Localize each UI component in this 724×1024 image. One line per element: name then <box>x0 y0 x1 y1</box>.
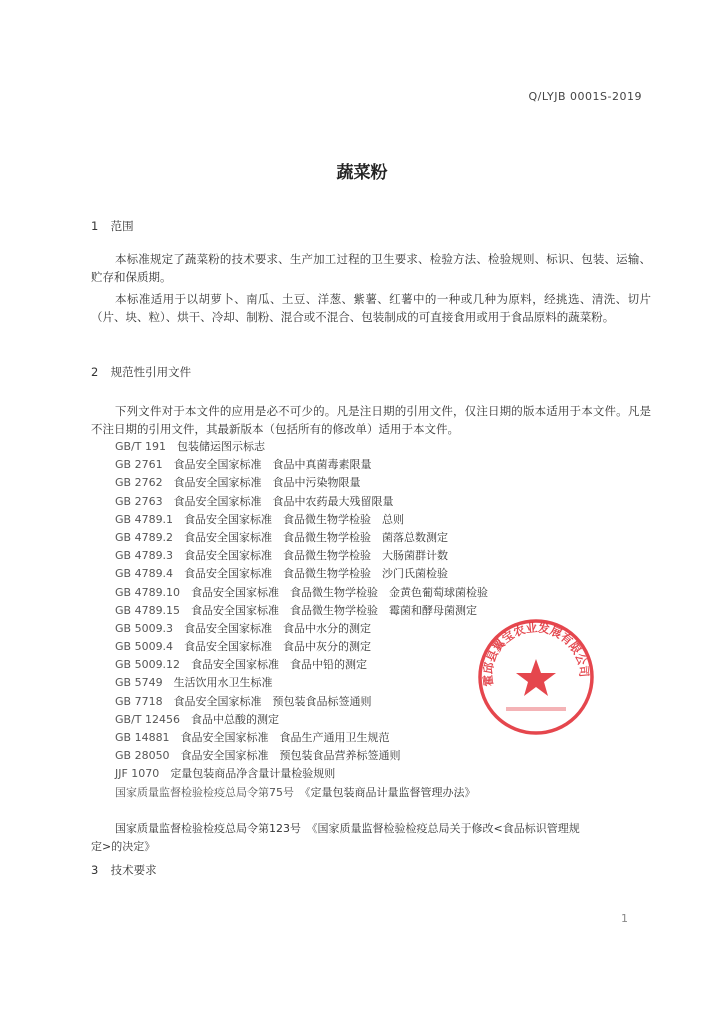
reference-item: GB 2762 食品安全国家标准 食品中污染物限量 <box>115 476 361 490</box>
section-number: 3 <box>91 863 99 877</box>
reference-line: 定>的决定》 <box>91 840 156 853</box>
section-title: 范围 <box>110 219 134 233</box>
reference-item: GB 5009.12 食品安全国家标准 食品中铅的测定 <box>115 658 368 672</box>
reference-item: GB 4789.3 食品安全国家标准 食品微生物学检验 大肠菌群计数 <box>115 549 449 563</box>
scope-paragraph-1: 本标准规定了蔬菜粉的技术要求、生产加工过程的卫生要求、检验方法、检验规则、标识、包装、运输、贮存和保质期。 <box>91 252 651 284</box>
page-number: 1 <box>621 912 628 925</box>
normative-intro: 下列文件对于本文件的应用是必不可少的。凡是注日期的引用文件，仅注日期的版本适用于本文件。凡是不注日期的引用文件，其最新版本（包括所有的修改单）适用于本文件。 <box>91 404 651 436</box>
section-heading-scope <box>91 218 134 234</box>
reference-item: GB/T 191 包装储运图示标志 <box>115 440 265 453</box>
document-title: 蔬菜粉 <box>336 163 388 183</box>
reference-item: GB 5009.3 食品安全国家标准 食品中水分的测定 <box>115 621 372 635</box>
reference-item: GB 2761 食品安全国家标准 食品中真菌毒素限量 <box>115 458 372 472</box>
reference-item: GB 4789.15 食品安全国家标准 食品微生物学检验 霉菌和酵母菌测定 <box>115 603 478 617</box>
reference-item: GB/T 12456 食品中总酸的测定 <box>115 712 279 726</box>
section-title: 规范性引用文件 <box>110 365 192 379</box>
reference-item: GB 14881 食品安全国家标准 食品生产通用卫生规范 <box>115 731 390 744</box>
seal-star-icon <box>516 659 556 696</box>
document-code: Q/LYJB 0001S-2019 <box>528 90 642 103</box>
reference-item: 国家质量监督检验检疫总局令第75号 《定量包装商品计量监督管理办法》 <box>115 785 476 799</box>
section-title: 技术要求 <box>110 863 157 877</box>
section-heading-normative <box>91 364 191 380</box>
company-seal-stamp <box>476 617 596 737</box>
reference-item: GB 2763 食品安全国家标准 食品中农药最大残留限量 <box>115 494 394 508</box>
section-number: 1 <box>91 219 99 233</box>
reference-item: GB 4789.1 食品安全国家标准 食品微生物学检验 总则 <box>115 512 405 526</box>
reference-item: GB 7718 食品安全国家标准 预包装食品标签通则 <box>115 694 372 708</box>
reference-item: GB 5749 生活饮用水卫生标准 <box>115 676 273 690</box>
reference-item: GB 4789.2 食品安全国家标准 食品微生物学检验 菌落总数测定 <box>115 530 449 544</box>
reference-item: GB 5009.4 食品安全国家标准 食品中灰分的测定 <box>115 640 372 654</box>
seal-text: 霍邱县翼宝农业发展有限公司 <box>480 620 592 687</box>
reference-item: GB 28050 食品安全国家标准 预包装食品营养标签通则 <box>115 749 401 763</box>
reference-item: JJF 1070 定量包装商品净含量计量检验规则 <box>115 767 336 781</box>
reference-item: GB 4789.10 食品安全国家标准 食品微生物学检验 金黄色葡萄球菌检验 <box>115 585 489 599</box>
section-heading-technical <box>91 862 157 878</box>
section-number: 2 <box>91 365 99 379</box>
scope-paragraph-2: 本标准适用于以胡萝卜、南瓜、土豆、洋葱、紫薯、红薯中的一种或几种为原料，经挑选、清洗、切片（片、块、粒）、烘干、冷却、制粉、混合或不混合、包装制成的可直接食用或用于食品原料的蔬菜粉。 <box>91 292 651 324</box>
reference-item: GB 4789.4 食品安全国家标准 食品微生物学检验 沙门氏菌检验 <box>115 567 449 581</box>
reference-line: 国家质量监督检验检疫总局令第123号 《国家质量监督检验检疫总局关于修改<食品标识管理规 <box>115 822 580 835</box>
reference-item-wrapped <box>91 820 651 856</box>
